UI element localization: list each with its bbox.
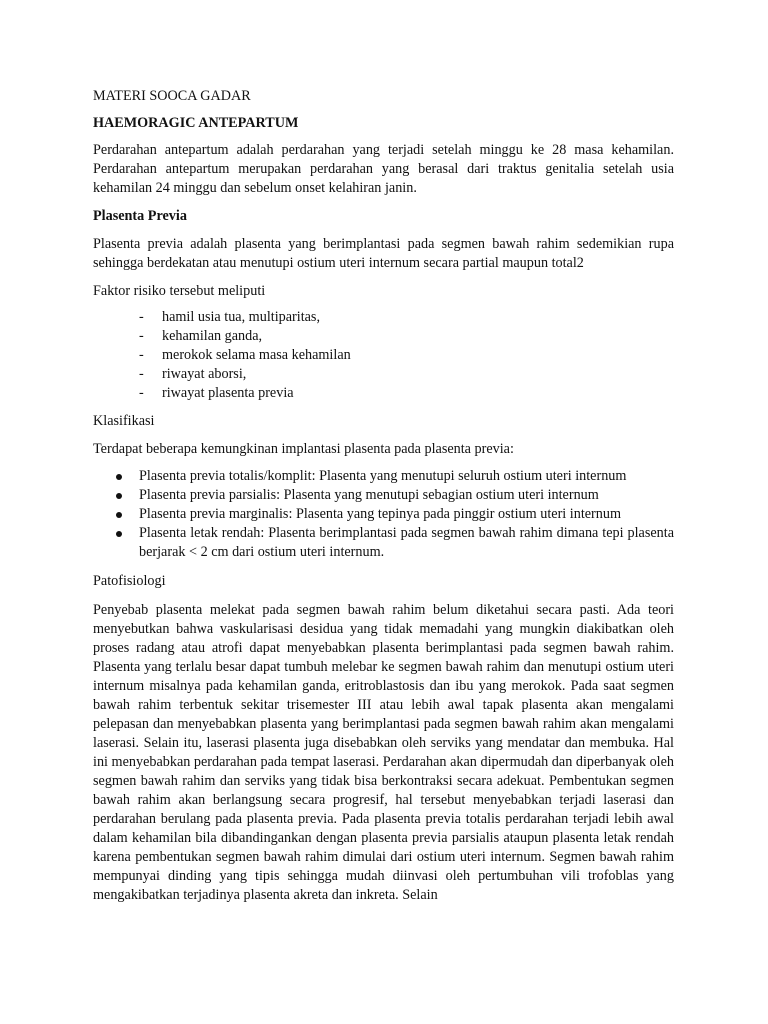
- plasenta-previa-definition: Plasenta previa adalah plasenta yang berimplantasi pada segmen bawah rahim sedemikian rupa sehingga berdekatan atau menutupi ostium uteri internum secara partial maupun total2: [93, 236, 674, 271]
- bullet-icon: [116, 531, 122, 537]
- risk-factors-heading: Faktor risiko tersebut meliputi: [93, 283, 266, 299]
- list-item: Plasenta letak rendah: Plasenta berimplantasi pada segmen bawah rahim dimana tepi plasenta berjarak < 2 cm dari ostium uteri internum.: [115, 524, 674, 562]
- dash-marker: -: [139, 309, 144, 325]
- klasifikasi-heading: Klasifikasi: [93, 413, 155, 429]
- bullet-icon: [116, 474, 122, 480]
- dash-marker: -: [139, 328, 144, 344]
- bullet-icon: [116, 512, 122, 518]
- course-title: MATERI SOOCA GADAR: [93, 88, 251, 104]
- intro-paragraph: Perdarahan antepartum adalah perdarahan yang terjadi setelah minggu ke 28 masa kehamilan. Perdarahan antepartum merupakan perdarahan yang berasal dari traktus genitalia setelah usia kehamilan 24 minggu dan sebelum onset kelahiran janin.: [93, 142, 674, 196]
- bullet-icon: [116, 493, 122, 499]
- list-item: - merokok selama masa kehamilan: [139, 347, 351, 363]
- dash-marker: -: [139, 385, 144, 401]
- risk-factors-list: [93, 308, 674, 403]
- patofisiologi-heading: Patofisiologi: [93, 573, 166, 589]
- list-item: - riwayat plasenta previa: [139, 385, 294, 401]
- dash-marker: -: [139, 347, 144, 363]
- list-item: - riwayat aborsi,: [139, 366, 247, 382]
- dash-marker: -: [139, 366, 144, 382]
- patofisiologi-paragraph: Penyebab plasenta melekat pada segmen bawah rahim belum diketahui secara pasti. Ada teori menyebutkan bahwa vaskularisasi desidua yang tidak memadahi yang mungkin diakibatkan oleh proses radang atau atrofi dapat menyebabkan plasenta berimplantasi pada segmen bawah rahim. Plasenta yang terlalu besar dapat tumbuh melebar ke segmen bawah rahim dan menutupi ostium uteri internum misalnya pada kehamilan ganda, eritroblastosis dan ibu yang merokok. Pada saat segmen bawah rahim terbentuk sekitar trisemester III atau lebih awal tapak plasenta akan mengalami pelepasan dan menyebabkan plasenta yang berimplantasi pada segmen bawah rahim akan mengalami laserasi. Selain itu, laserasi plasenta juga disebabkan oleh serviks yang mendatar dan membuka. Hal ini menyebabkan perdarahan pada tempat laserasi. Perdarahan akan dipermudah dan diperbanyak oleh segmen bawah rahim dan serviks yang tidak bisa berkontraksi secara adekuat. Pembentukan segmen bawah rahim akan berlangsung secara progresif, hal tersebut menyebabkan terjadi laserasi dan perdarahan berulang pada plasenta previa. Pada plasenta previa totalis perdarahan terjadi lebih awal dalam kehamilan bila dibandingankan dengan plasenta previa parsialis ataupun plasenta letak rendah karena pembentukan segmen bawah rahim dimulai dari ostium uteri internum. Segmen bawah rahim mempunyai dinding yang tipis sehingga mudah diinvasi oleh pertumbuhan vili trofoblas yang mengakibatkan terjadinya plasenta akreta dan inkreta. Selain: [93, 602, 674, 903]
- list-item: Plasenta previa marginalis: Plasenta yang tepinya pada pinggir ostium uteri internum: [115, 505, 674, 524]
- klasifikasi-intro: Terdapat beberapa kemungkinan implantasi plasenta pada plasenta previa:: [93, 441, 514, 457]
- list-item: Plasenta previa totalis/komplit: Plasenta yang menutupi seluruh ostium uteri internum: [115, 467, 674, 486]
- list-item: - hamil usia tua, multiparitas,: [139, 309, 321, 325]
- list-item: Plasenta previa parsialis: Plasenta yang menutupi sebagian ostium uteri internum: [115, 486, 674, 505]
- topic-title: HAEMORAGIC ANTEPARTUM: [93, 115, 299, 131]
- plasenta-previa-heading: Plasenta Previa: [93, 208, 187, 224]
- list-item: - kehamilan ganda,: [139, 328, 263, 344]
- klasifikasi-list: [93, 467, 674, 562]
